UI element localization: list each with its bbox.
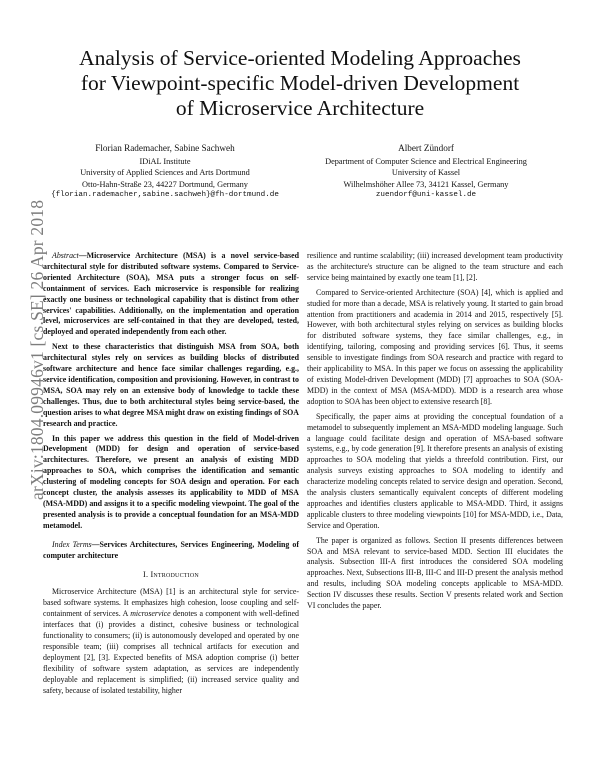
- affiliation-line: University of Applied Sciences and Arts Dortmund: [80, 168, 250, 178]
- affiliation-line: Otto-Hahn-Straße 23, 44227 Dortmund, Germany: [82, 179, 248, 189]
- abstract-paragraph: Abstract—Microservice Architecture (MSA) is a novel service-based architectural style for distributed software systems. Compared to Service-oriented Architecture (SOA), MSA puts a stronger focus on self-containment of services. Each microservice is responsible for realizing exactly one business or technological capability that is distinct from other services' capabilities. Additionally, on the implementation and operation level, microservices are self-contained in that they are developed, tested, deployed and operated independently from each other.: [43, 251, 299, 337]
- body-paragraph: resilience and runtime scalability; (iii) increased development team productivity as the architecture's structure can be aligned to the team structure and each service being maintained by exactly one team [1], [2].: [307, 251, 563, 282]
- index-terms: Index Terms—Services Architectures, Services Engineering, Modeling of computer architecture: [43, 539, 299, 560]
- abstract-paragraph: Next to these characteristics that distinguish MSA from SOA, both architectural styles rely on services as building blocks of distributed software architecture and hence face similar challenges regarding, e.g., service identification, composition and provisioning. However, in contrast to MSA, SOA may rely on an extensive body of knowledge to tackle these challenges. Thus, due to both architectural styles being service-based, the question arises to what degree MSA might draw on existing findings of SOA research and practice.: [43, 342, 299, 428]
- author-email[interactable]: {florian.rademacher,sabine.sachweh}@fh-dortmund.de: [51, 191, 279, 200]
- title-line: for Viewpoint-specific Model-driven Development: [80, 71, 520, 95]
- affiliation-line: IDiAL Institute: [139, 156, 191, 166]
- arxiv-stamp[interactable]: arXiv:1804.09946v1 [cs.SE] 26 Apr 2018: [27, 199, 47, 500]
- abstract-lead: Abstract: [52, 251, 79, 260]
- body-paragraph: The paper is organized as follows. Section II presents differences between SOA and MSA relevant to service-based MDD. Section III elucidates the analysis. Subsection III-A first introduces the considered SOA modeling approaches. Next, Subsections III-B, III-C and III-D present the analysis method and results, including SOA modeling concepts applicable to MSA-MDD. Section IV discusses these results. Section V presents related work and Section VI concludes the paper.: [307, 535, 563, 611]
- author-email[interactable]: zuendorf@uni-kassel.de: [375, 191, 477, 200]
- author-name: Albert Zündorf: [398, 143, 454, 153]
- body-paragraph: Microservice Architecture (MSA) [1] is an architectural style for service-based software systems. It emphasizes high cohesion, loose coupling and self-containment of services. A microservice denotes a component with well-defined interfaces that (i) provides a distinct, cohesive business or technological functionality to consumers; (ii) is autonomously developed and operated by one responsible team; (iii) comprises all technical artifacts for execution and deployment [2], [3]. Expected benefits of MSA adoption comprise (i) better flexibility of software system adaptation, as services are independently deployable and replacement is simplified; (ii) increased service quality and safety, because of isolated testability, higher: [43, 587, 299, 695]
- left-column: [43, 251, 299, 700]
- affiliation-line: University of Kassel: [391, 168, 461, 178]
- emphasized-term: microservice: [130, 609, 171, 619]
- affiliation-line: Department of Computer Science and Electrical Engineering: [325, 156, 527, 166]
- title-line: Analysis of Service-oriented Modeling Approaches: [79, 46, 521, 70]
- index-terms-lead: Index Terms: [52, 539, 92, 549]
- abstract: [43, 251, 299, 532]
- body-paragraph: Specifically, the paper aims at providing the conceptual foundation of a metamodel to subsequently implement an MSA-MDD modeling language. Such a language could facilitate design and operation of MSA-based software systems, e.g., by code generation [9]. It therefore presents an analysis of existing approaches to SOA modeling that yields a threefold contribution. First, our analysis surveys existing approaches to SOA modeling to identify and characterize modeling concepts related to service design and operation. Second, the analysis clusters semantically equivalent concepts of different modeling approaches and identifies clusters applicable to MSA-MDD. Third, it assigns applicable clusters to three modeling viewpoints [10] for MSA-MDD, i.e., Data, Service and Operation.: [307, 411, 563, 530]
- right-column: [307, 251, 563, 616]
- body-paragraph: Compared to Service-oriented Architecture (SOA) [4], which is applied and studied for more than a decade, MSA is relatively young. It started to gain broad attention from practitioners and academia in 2014 and 2015, respectively [5]. However, with both architectural styles relying on services as building blocks for distributed software systems, they face similar challenges, e.g., in identifying, tailoring, composing and providing services [6]. Thus, it seems sensible to investigate findings from SOA research and practice with regard to their applicability to MSA. In this paper we focus on assessing the applicability of existing Model-driven Development (MDD) [7] approaches to SOA (SOA-MDD) in the context of MSA (MSA-MDD). MDD is a research area whose adoption to SOA has been object to extensive research [8].: [307, 287, 563, 406]
- affiliation-line: Wilhelmshöher Allee 73, 34121 Kassel, Germany: [343, 179, 509, 189]
- abstract-paragraph: In this paper we address this question in the field of Model-driven Development (MDD) for design and operation of service-based architectures. Therefore, we present an analysis of existing MDD approaches to SOA, which comprises the identification and semantic clustering of modeling concepts for SOA design and operation. For each concept cluster, the analysis assesses its applicability to MDD of MSA (MSA-MDD) and assigns it to a specific modeling viewpoint. The goal of the presented analysis is to provide a conceptual foundation for an MSA-MDD metamodel.: [43, 433, 299, 530]
- paper-title: [40, 46, 560, 121]
- section-heading: I. Introduction: [143, 570, 199, 580]
- author-block-right: [296, 142, 556, 202]
- author-block-left: [40, 142, 290, 202]
- author-name: Florian Rademacher, Sabine Sachweh: [95, 143, 235, 153]
- title-line: of Microservice Architecture: [175, 96, 425, 120]
